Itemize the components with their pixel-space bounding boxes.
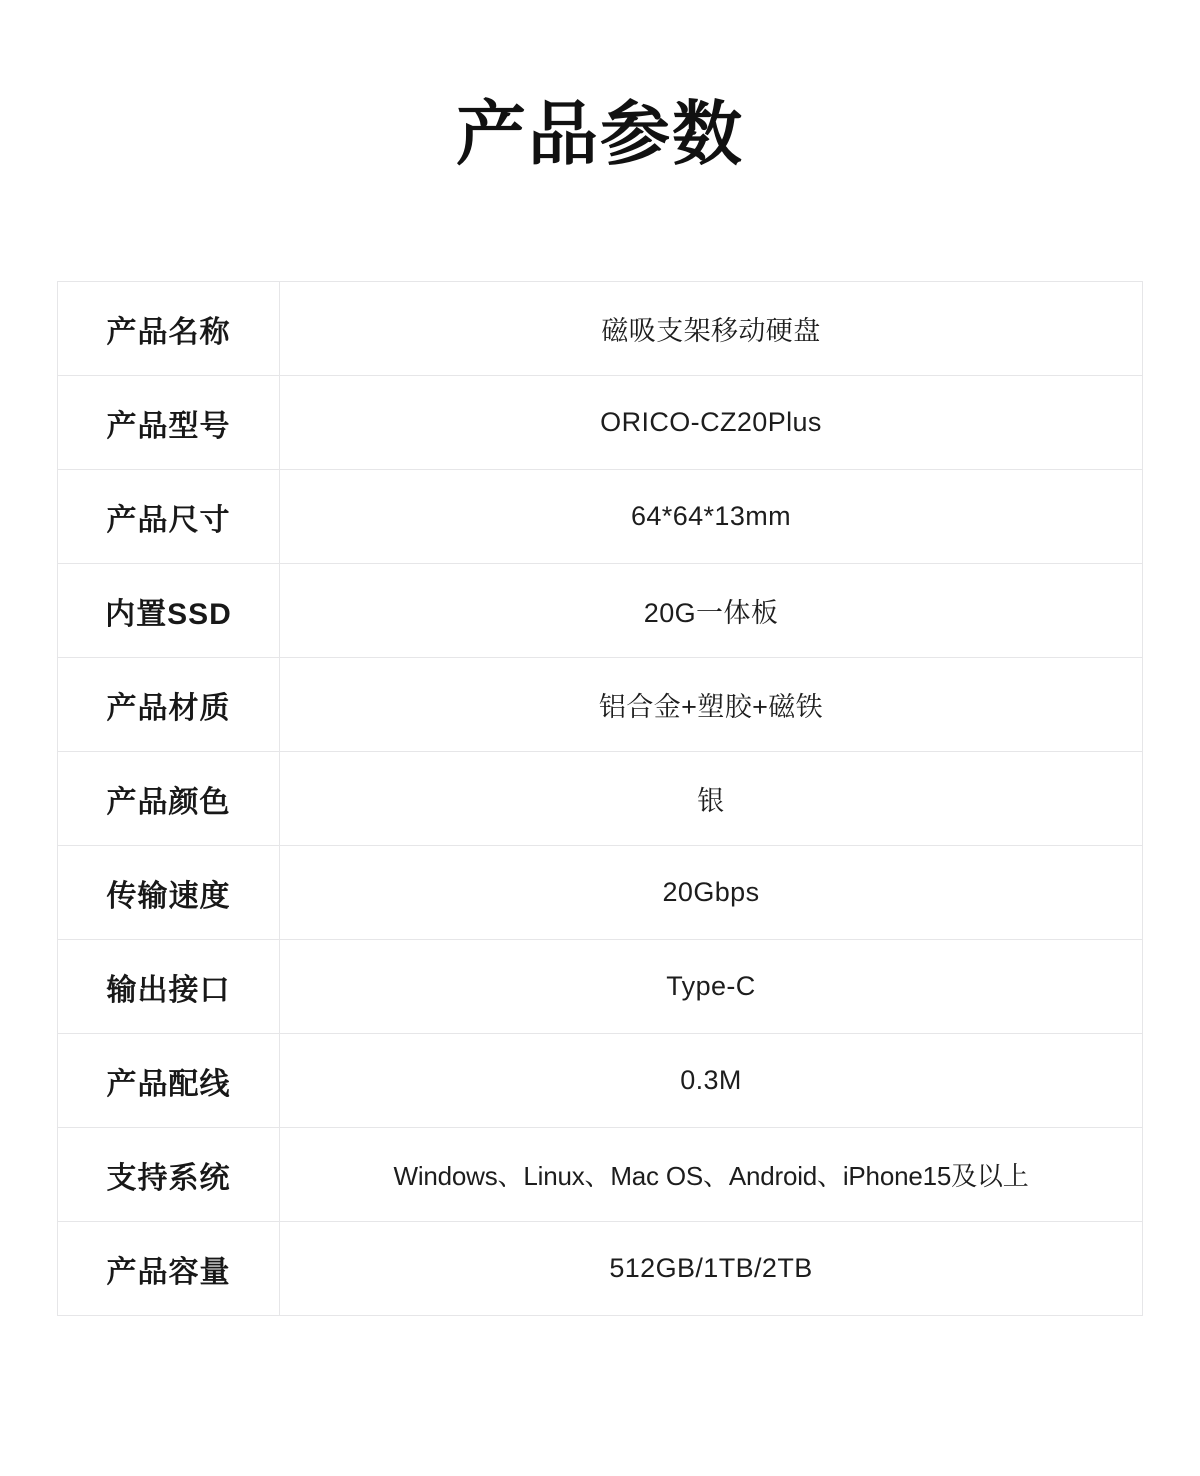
spec-value: 磁吸支架移动硬盘	[280, 282, 1143, 376]
spec-label: 产品容量	[58, 1222, 280, 1316]
table-row	[58, 282, 1143, 376]
table-row	[58, 658, 1143, 752]
table-row	[58, 470, 1143, 564]
table-row	[58, 940, 1143, 1034]
spec-value: 铝合金+塑胶+磁铁	[280, 658, 1143, 752]
spec-label: 传输速度	[58, 846, 280, 940]
spec-value: 64*64*13mm	[280, 470, 1143, 564]
spec-value: Windows、Linux、Mac OS、Android、iPhone15及以上	[280, 1128, 1143, 1222]
spec-label: 产品名称	[58, 282, 280, 376]
spec-value: 0.3M	[280, 1034, 1143, 1128]
spec-label: 产品尺寸	[58, 470, 280, 564]
spec-value: ORICO-CZ20Plus	[280, 376, 1143, 470]
table-row	[58, 846, 1143, 940]
table-row	[58, 1222, 1143, 1316]
spec-label: 产品颜色	[58, 752, 280, 846]
spec-value: 20Gbps	[280, 846, 1143, 940]
spec-value: Type-C	[280, 940, 1143, 1034]
spec-label: 产品型号	[58, 376, 280, 470]
spec-label: 支持系统	[58, 1128, 280, 1222]
spec-label: 输出接口	[58, 940, 280, 1034]
table-row	[58, 752, 1143, 846]
table-row	[58, 1034, 1143, 1128]
spec-label: 产品配线	[58, 1034, 280, 1128]
table-row	[58, 564, 1143, 658]
spec-value: 512GB/1TB/2TB	[280, 1222, 1143, 1316]
spec-label: 产品材质	[58, 658, 280, 752]
table-row	[58, 376, 1143, 470]
spec-value: 银	[280, 752, 1143, 846]
page-title: 产品参数	[456, 95, 744, 173]
spec-table-container	[57, 173, 1143, 1316]
spec-value: 20G一体板	[280, 564, 1143, 658]
product-spec-table	[57, 281, 1143, 1316]
spec-label: 内置SSD	[58, 564, 280, 658]
table-row	[58, 1128, 1143, 1222]
